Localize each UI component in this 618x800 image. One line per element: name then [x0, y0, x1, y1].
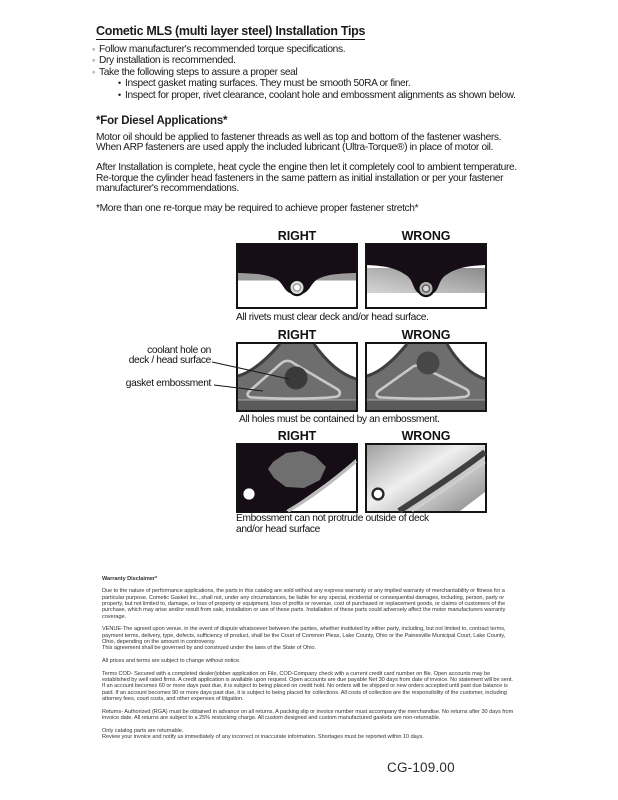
legal-paragraph: Due to the nature of performance applications, the parts in this catalog are sold without any express warranty or any implied warranty of merchantability or fitness for a particular purpose. Cometic Gasket Inc., shall not, under any circumstances, be liable for any special, incidental or consequential damages, including, person, party or property, but not limited to, damage, or loss of property or equipment, loss of profits or revenue, cost of purchased or replacement goods, or claims of customers of the purchase, which may arise and/or result from sale, installation or use of these parts. Installation of these parts could adversely affect the motor manufacturers warranty coverage.	[102, 588, 506, 620]
legal-paragraph: This agreement shall be governed by and construed under the laws of the State of Ohio.	[102, 645, 316, 652]
list-item-text: Dry installation is recommended.	[99, 55, 236, 67]
right-label: RIGHT	[277, 429, 317, 443]
legal-paragraph: VENUE-The agreed upon venue, in the event of dispute whatsoever between the parties, whether instituted by either party, including, but not limited to, contract terms, payment terms, delivery, type, defects, sufficiency of product, shall be the Court of Common Pleas, Lake County, Ohio or the Painesville Municipal Court, Lake County, Ohio, depending on the amount in controversy.	[102, 626, 506, 646]
open-bullet-icon	[92, 67, 99, 78]
open-bullet-icon	[92, 44, 99, 55]
retorque-note: *More than one re-torque may be required to achieve proper fastener stretch*	[96, 203, 419, 215]
coolant-hole-icon	[417, 352, 440, 375]
list-item-text: Inspect for proper, rivet clearance, coolant hole and embossment alignments as shown below.	[125, 89, 516, 101]
wrong-label: WRONG	[401, 229, 451, 243]
bolt-hole-icon	[243, 488, 254, 499]
embossment-wrong-diagram	[365, 443, 487, 513]
page-title: Cometic MLS (multi layer steel) Installation Tips	[96, 24, 366, 38]
warranty-disclaimer	[102, 576, 517, 747]
diesel-section-heading: *For Diesel Applications*	[96, 115, 228, 127]
embossment-right-diagram	[236, 443, 358, 513]
sub-list-item	[118, 90, 552, 101]
paragraph: Motor oil should be applied to fastener threads as well as top and bottom of the fastener washers. When ARP fasteners are used apply the included lubricant (Ultra-Torque®) in place of motor oil.	[96, 132, 502, 154]
wrong-label: WRONG	[401, 429, 451, 443]
list-item	[92, 44, 552, 55]
open-bullet-icon	[92, 55, 99, 66]
rivet-wrong-diagram	[365, 243, 487, 309]
embossment-caption: Embossment can not protrude outside of deck and/or head surface	[236, 513, 429, 535]
list-item	[92, 55, 552, 66]
wrong-label: WRONG	[401, 328, 451, 342]
right-label: RIGHT	[277, 229, 317, 243]
coolant-hole-caption: All holes must be contained by an embossment.	[239, 414, 440, 425]
list-item	[92, 67, 552, 78]
coolant-hole-wrong-diagram	[365, 342, 487, 412]
list-item-text: Follow manufacturer's recommended torque specifications.	[99, 44, 346, 55]
leader-lines	[211, 359, 293, 395]
paragraph: After Installation is complete, heat cycle the engine then let it completely cool to ambient temperature. Re-torque the cylinder head fasteners in the same pattern as initial installation or per your fastener manufacturer's recommendations.	[96, 162, 517, 194]
legal-heading: Warranty Disclaimer*	[102, 576, 158, 582]
bullet-icon	[118, 78, 125, 89]
bolt-hole-icon	[373, 489, 384, 500]
legal-paragraph: Only catalog parts are returnable.	[102, 727, 184, 734]
page-code: CG-109.00	[387, 760, 455, 775]
sub-list-item	[118, 78, 552, 89]
legal-paragraph: All prices and terms are subject to change without notice.	[102, 658, 241, 665]
tips-list	[92, 44, 552, 101]
rivet-right-diagram	[236, 243, 358, 309]
diesel-section-body	[96, 133, 526, 224]
list-item-text: Inspect gasket mating surfaces. They must be smooth 50RA or finer.	[125, 78, 411, 90]
legal-paragraph: Review your invoice and notify us immediately of any incorrect or inaccurate information. Shortages must be reported within 10 days.	[102, 734, 424, 741]
rivet-caption: All rivets must clear deck and/or head surface.	[236, 312, 429, 323]
annotation-gasket-embossment: gasket embossment	[125, 378, 211, 389]
legal-paragraph: Returns- Authorized (RGA) must be obtained in advance on all returns. A packing slip or invoice number must accompany the merchandise. No returns after 30 days from invoice date. All returns are subject to a 25% restocking charge. All custom designed and custom manufactured gaskets are non-returnable.	[102, 708, 514, 722]
list-item-text: Take the following steps to assure a proper seal	[99, 66, 298, 78]
annotation-coolant-hole: coolant hole on deck / head surface	[128, 345, 211, 366]
right-label: RIGHT	[277, 328, 317, 342]
legal-paragraph: Terms COD- Secured with a completed dealer/jobber application on File, COD-Company check with a current credit card number on file. Open accounts may be established by well rated firms. A credit application is available upon request. Open accounts are due payable Net 30 days from date of invoice. No statement will be sent. If an account becomes 60 or more days past due, it is subject to being placed on credit hold. No orders will be shipped or new orders accepted until past due balance is paid. If an account becomes 90 or more days past due, it is subject to being placed for collections. All costs of collection are the responsibility of the customer, including attorney fees, court costs, and other expenses of litigation.	[102, 670, 513, 703]
bullet-icon	[118, 90, 125, 101]
